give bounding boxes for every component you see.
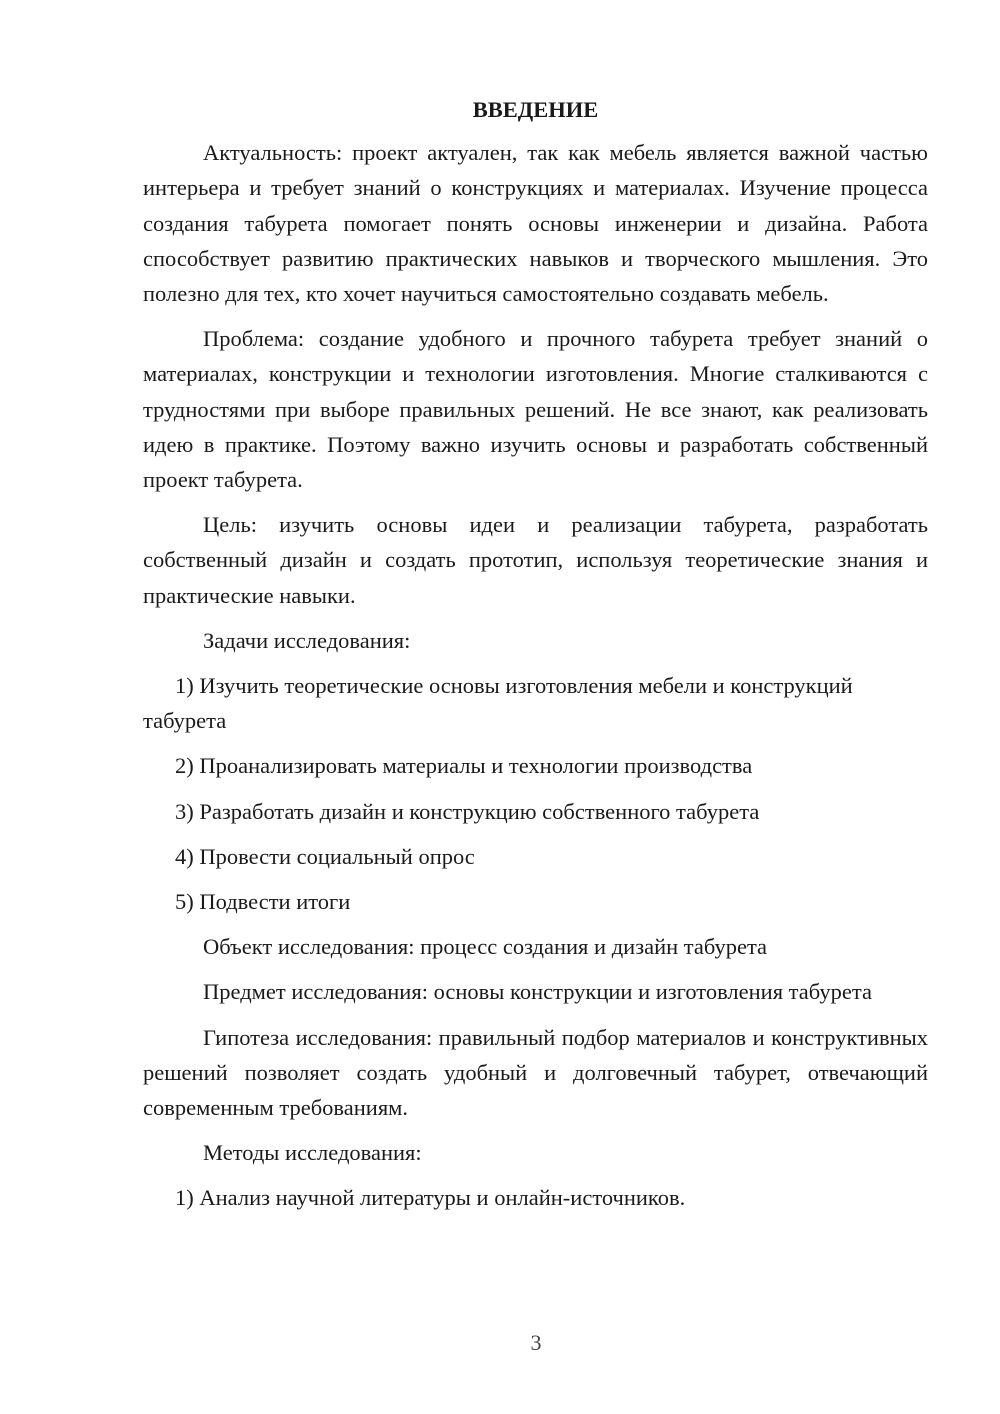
page-number: 3 (530, 1330, 542, 1355)
subject-paragraph: Предмет исследования: основы конструкции и изготовления табурета (203, 979, 872, 1005)
method-item-1: 1) Анализ научной литературы и онлайн-источников. (175, 1185, 686, 1211)
task-item-2: 2) Проанализировать материалы и технологии производства (175, 753, 753, 779)
tasks-heading: Задачи исследования: (203, 627, 411, 653)
object-paragraph: Объект исследования: процесс создания и дизайн табурета (203, 934, 768, 960)
hypothesis-paragraph: Гипотеза исследования: правильный подбор материалов и конструктивных решений позволяет создать удобный и долговечный табурет, отвечающий современным требованиям. (143, 1024, 928, 1121)
page-body (143, 92, 928, 1226)
task-item-1: 1) Изучить теоретические основы изготовления мебели и конструкций табурета (143, 673, 853, 734)
task-item-4: 4) Провести социальный опрос (175, 843, 475, 869)
task-item-5: 5) Подвести итоги (175, 889, 351, 915)
problem-paragraph: Проблема: создание удобного и прочного табурета требует знаний о материалах, конструкции и технологии изготовления. Многие сталкиваются с трудностями при выборе правильных решений. Не все знают, как реализовать идею в практике. Поэтому важно изучить основы и разработать собственный проект табурета. (143, 326, 928, 493)
methods-heading: Методы исследования: (203, 1140, 422, 1166)
task-item-3: 3) Разработать дизайн и конструкцию собственного табурета (175, 798, 760, 824)
relevance-paragraph: Актуальность: проект актуален, так как мебель является важной частью интерьера и требует знаний о конструкциях и материалах. Изучение процесса создания табурета помогает понять основы инженерии и дизайна. Работа способствует развитию практических навыков и творческого мышления. Это полезно для тех, кто хочет научиться самостоятельно создавать мебель. (143, 140, 928, 307)
section-title: ВВЕДЕНИЕ (472, 97, 599, 122)
goal-paragraph: Цель: изучить основы идеи и реализации табурета, разработать собственный дизайн и создать прототип, используя теоретические знания и практические навыки. (143, 512, 928, 608)
